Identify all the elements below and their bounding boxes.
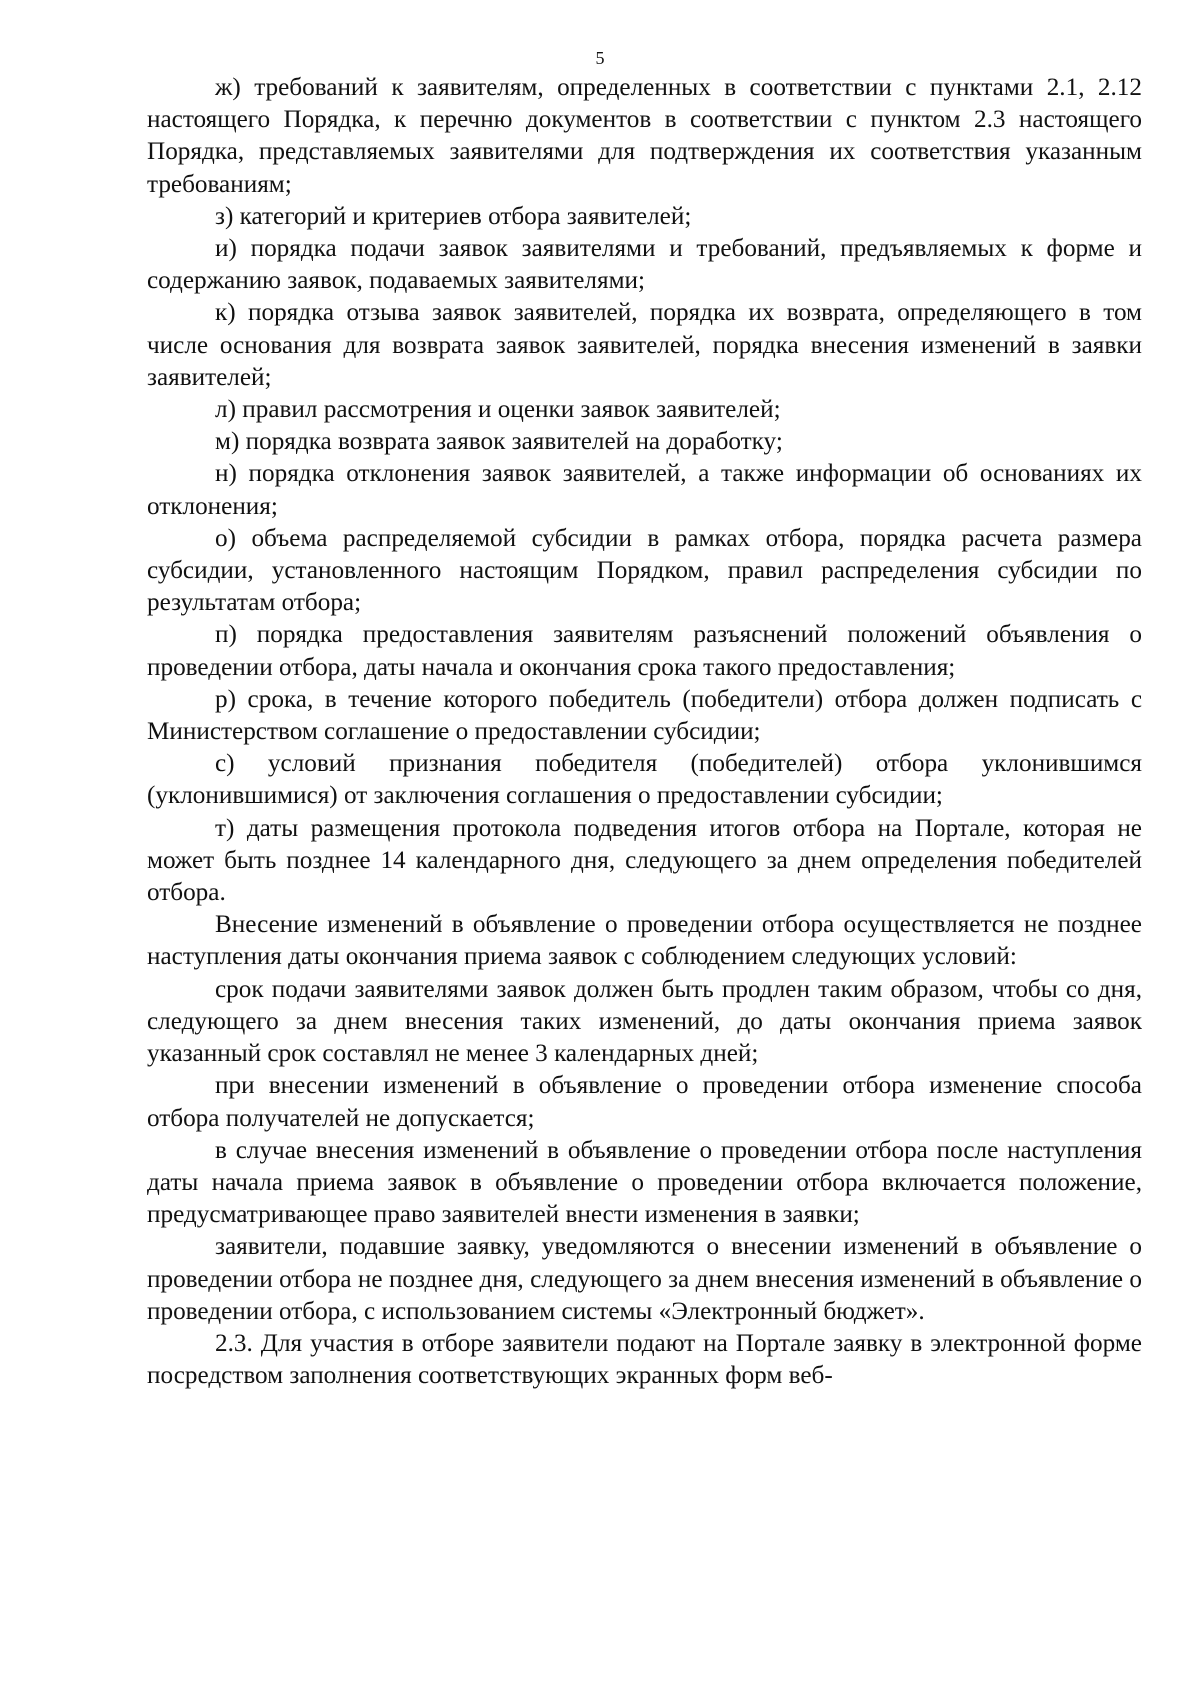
document-body — [147, 72, 1142, 1392]
paragraph-section-2-3: 2.3. Для участия в отборе заявители подают на Портале заявку в электронной форме посредством заполнения соответствующих экранных форм веб- — [147, 1329, 1142, 1390]
paragraph-l: л) правил рассмотрения и оценки заявок заявителей; — [215, 396, 781, 424]
paragraph-applicant-rights: в случае внесения изменений в объявление о проведении отбора после наступления даты начала приема заявок в объявление о проведении отбора включается положение, предусматривающее право заявителей внести изменения в заявки; — [147, 1136, 1142, 1229]
paragraph-r: р) срока, в течение которого победитель (победители) отбора должен подписать с Министерством соглашение о предоставлении субсидии; — [147, 685, 1142, 746]
paragraph-t: т) даты размещения протокола подведения итогов отбора на Портале, которая не может быть позднее 14 календарного дня, следующего за днем определения победителей отбора. — [147, 814, 1142, 907]
paragraph-k: к) порядка отзыва заявок заявителей, порядка их возврата, определяющего в том числе основания для возврата заявок заявителей, порядка внесения изменений в заявки заявителей; — [147, 299, 1142, 391]
paragraph-s: с) условий признания победителя (победителей) отбора уклонившимся (уклонившимися) от заключения соглашения о предоставлении субсидии; — [147, 750, 1142, 810]
paragraph-notification: заявители, подавшие заявку, уведомляются о внесении изменений в объявление о проведении отбора не позднее дня, следующего за днем внесения изменений в объявление о проведении отбора, с использованием системы «Электронный бюджет». — [147, 1233, 1142, 1325]
paragraph-zh: ж) требований к заявителям, определенных в соответствии с пунктами 2.1, 2.12 настоящего Порядка, к перечню документов в соответствии с пунктом 2.3 настоящего Порядка, представляемых заявителями для подтверждения их соответствия указанным требованиям; — [147, 74, 1142, 198]
paragraph-i: и) порядка подачи заявок заявителями и требований, предъявляемых к форме и содержанию заявок, подаваемых заявителями; — [147, 235, 1142, 295]
paragraph-o: о) объема распределяемой субсидии в рамках отбора, порядка расчета размера субсидии, установленного настоящим Порядком, правил распределения субсидии по результатам отбора; — [147, 524, 1142, 617]
paragraph-p: п) порядка предоставления заявителям разъяснений положений объявления о проведении отбора, даты начала и окончания срока такого предоставления; — [147, 621, 1142, 681]
page-number: 5 — [595, 48, 605, 68]
paragraph-z: з) категорий и критериев отбора заявителей; — [215, 202, 692, 230]
paragraph-m: м) порядка возврата заявок заявителей на доработку; — [215, 428, 783, 456]
paragraph-method-change: при внесении изменений в объявление о проведении отбора изменение способа отбора получателей не допускается; — [147, 1072, 1142, 1132]
paragraph-amendments: Внесение изменений в объявление о проведении отбора осуществляется не позднее наступления даты окончания приема заявок с соблюдением следующих условий: — [147, 911, 1142, 971]
paragraph-deadline-extension: срок подачи заявителями заявок должен быть продлен таким образом, чтобы со дня, следующего за днем внесения таких изменений, до даты окончания приема заявок указанный срок составлял не менее 3 календарных дней; — [147, 975, 1142, 1068]
paragraph-n: н) порядка отклонения заявок заявителей, а также информации об основаниях их отклонения; — [147, 460, 1142, 520]
